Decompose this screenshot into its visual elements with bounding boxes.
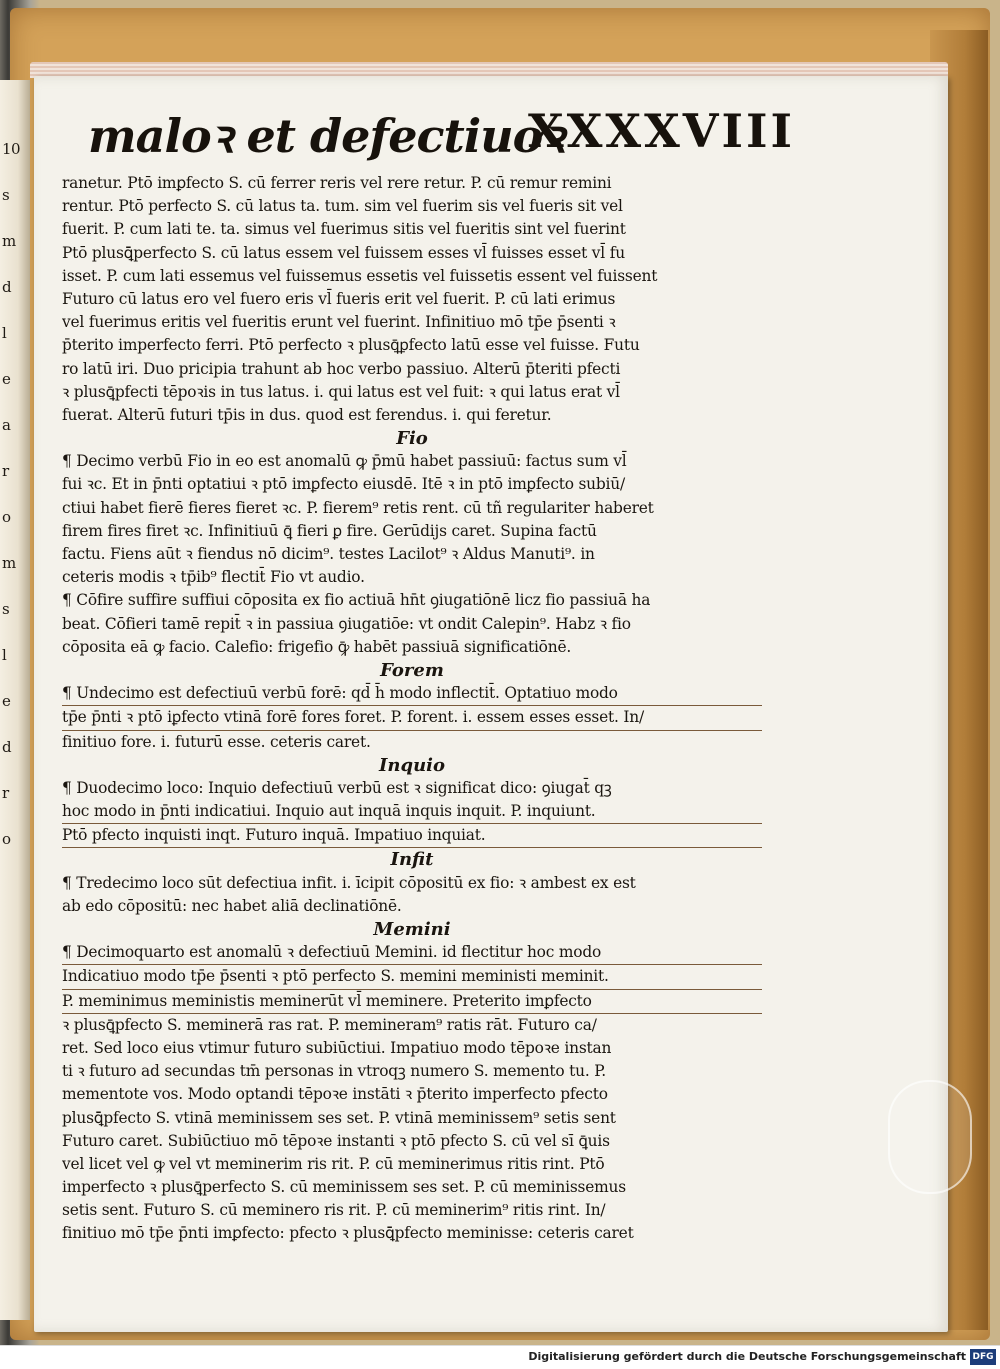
facing-page-fragment: m	[2, 554, 16, 572]
text-line: ¶ Decimo verbū Fio in eo est anomalū ꝙ p̄mū habet passiuū: factus sum vl̄	[62, 452, 627, 471]
text-line: fui ꝛc. Et in p̄nti optatiui ꝛ ptō imꝑfecto eiusdē. Itē ꝛ in ptō imꝑfecto subiū/	[62, 475, 625, 494]
footer-credit: Digitalisierung gefördert durch die Deutsche Forschungsgemeinschaft	[528, 1350, 966, 1363]
page-clip	[888, 1080, 972, 1194]
running-head	[88, 104, 796, 164]
text-line: ranetur. Ptō imꝑfecto S. cū ferrer reris vel rere retur. P. cū remur remini	[62, 174, 612, 192]
text-line: firem fires firet ꝛc. Infinitiuū ꝗ̄ fieri ꝑ fire. Gerūdijs caret. Supina factū	[62, 521, 597, 540]
text-block	[62, 172, 762, 1246]
text-line: Ptō pfecto inquisti inqt. Futuro inquā. Impatiuo inquiat.	[62, 824, 762, 848]
text-line: ¶ Decimoquarto est anomalū ꝛ defectiuū Memini. id flectitur hoc modo	[62, 941, 762, 965]
facing-page-fragment: r	[2, 462, 9, 480]
text-line: beat. Cōfieri tamē repit̄ ꝛ in passiua ꝯiugatiōe: vt ondit Calepin⁹. Habz ꝛ fio	[62, 614, 631, 633]
text-line: ro latū iri. Duo pricipia trahunt ab hoc verbo passiuo. Alterū p̄teriti pfecti	[62, 359, 621, 378]
text-line: vel licet vel ꝙ vel vt meminerim ris rit. P. cū meminerimus ritis rint. Ptō	[62, 1154, 605, 1173]
text-line: fuerit. P. cum lati te. ta. simus vel fuerimus sitis vel fueritis sint vel fuerint	[62, 220, 626, 239]
text-line: imperfecto ꝛ plusꝗ̄perfecto S. cū meminissem ses set. P. cū meminissemus	[62, 1178, 626, 1197]
footer-bar	[0, 1345, 1000, 1369]
text-line: isset. P. cum lati essemus vel fuissemus essetis vel fuissetis essent vel fuissent	[62, 266, 658, 285]
facing-page-fragment: r	[2, 784, 9, 802]
text-line: ¶ Undecimo est defectiuū verbū forē: qd̄ h̄ modo inflectit̄. Optatiuo modo	[62, 682, 762, 706]
text-line: factu. Fiens aūt ꝛ fiendus nō dicim⁹. testes Lacilot⁹ ꝛ Aldus Manuti⁹. in	[62, 545, 595, 563]
facing-page-fragment: s	[2, 600, 10, 618]
facing-page-fragment: l	[2, 646, 7, 664]
section-heading: Infit	[390, 849, 434, 871]
text-line: ab edo cōpositū: nec habet aliā declinatiōnē.	[62, 896, 402, 915]
folio-number: XXXXVIII	[528, 104, 796, 158]
text-line: hoc modo in p̄nti indicatiui. Inquio aut inquā inquis inquit. P. inquiunt.	[62, 800, 762, 824]
text-line: Futuro cū latus ero vel fuero eris vl̄ fueris erit vel fuerit. P. cū lati erimus	[62, 289, 616, 308]
facing-page-fragment: s	[2, 186, 10, 204]
facing-page-fragment: d	[2, 278, 12, 296]
text-line: ꝛ plusꝗ̄pfecto S. meminerā ras rat. P. memineram⁹ ratis rāt. Futuro ca/	[62, 1015, 597, 1034]
text-line: vel fuerimus eritis vel fueritis erunt vel fuerint. Infinitiuo mō tp̄e p̄senti ꝛ	[62, 313, 616, 332]
text-line: p̄terito imperfecto ferri. Ptō perfecto ꝛ plusꝗ̄ꝑfecto latū esse vel fuisse. Futu	[62, 336, 640, 355]
text-line: tp̄e p̄nti ꝛ ptō iꝑfecto vtinā forē fores foret. P. forent. i. essem esses esset. In/	[62, 706, 762, 730]
text-line: ti ꝛ futuro ad secundas tm̄ personas in vtroqꝫ numero S. memento tu. P.	[62, 1062, 606, 1081]
text-line: ceteris modis ꝛ tp̄ib⁹ flectit̄ Fio vt audio.	[62, 568, 365, 587]
text-line: P. meminimus meministis meminerūt vl̄ meminere. Preterito imꝑfecto	[62, 990, 762, 1014]
facing-page-fragment: e	[2, 692, 11, 710]
text-line: Ptō plusꝗ̄perfecto S. cū latus essem vel fuissem esses vl̄ fuisses esset vl̄ fu	[62, 243, 625, 262]
section-heading: Inquio	[378, 754, 446, 776]
text-line: ret. Sed loco eius vtimur futuro subiūctiui. Impatiuo modo tēpoꝛe instan	[62, 1038, 612, 1057]
facing-page-fragment: 10	[2, 140, 21, 158]
text-line: finitiuo fore. i. futurū esse. ceteris caret.	[62, 732, 371, 751]
text-line: ꝛ plusꝗ̄pfecti tēpoꝛis in tus latus. i. qui latus est vel fuit: ꝛ qui latus erat vl̄	[62, 382, 620, 401]
text-line: ¶ Cōfire suffire suffiui cōposita ex fio actiuā hn̄t ꝯiugatiōnē licz fio passiuā ha	[62, 591, 651, 610]
text-line: plusꝗ̄pfecto S. vtinā meminissem ses set. P. vtinā meminissem⁹ setis sent	[62, 1108, 616, 1127]
section-heading: Memini	[373, 919, 451, 940]
facing-page-fragment: e	[2, 370, 11, 388]
text-line: mementote vos. Modo optandi tēpoꝛe instāti ꝛ p̄terito imperfecto pfecto	[62, 1085, 608, 1104]
facing-page-fragment: l	[2, 324, 7, 342]
section-infit	[62, 848, 762, 918]
section-fio	[62, 427, 762, 659]
section-heading: Fio	[396, 428, 428, 450]
text-line: Indicatiuo modo tp̄e p̄senti ꝛ ptō perfecto S. memini meministi meminit.	[62, 965, 762, 989]
facing-page-fragment: d	[2, 738, 12, 756]
section-memini	[62, 918, 762, 1246]
text-line: fuerat. Alterū futuri tp̄is in dus. quod est ferendus. i. qui feretur.	[62, 405, 552, 424]
text-line: ctiui habet fierē fieres fieret ꝛc. P. fierem⁹ retis rent. cū tñ regulariter haberet	[62, 498, 654, 517]
text-line: rentur. Ptō perfecto S. cū latus ta. tum. sim vel fuerim sis vel fueris sit vel	[62, 197, 623, 216]
facing-page-fragment: a	[2, 416, 11, 434]
facing-page-edge	[0, 80, 30, 1320]
text-line: ¶ Tredecimo loco sūt defectiua infit. i. īcipit cōpositū ex fio: ꝛ ambest ex est	[62, 873, 636, 892]
text-line: ¶ Duodecimo loco: Inquio defectiuū verbū est ꝛ significat dico: ꝯiugat̄ qꝫ	[62, 778, 612, 797]
section-forem	[62, 659, 762, 754]
facing-page-fragment: o	[2, 830, 11, 848]
text-line: Futuro caret. Subiūctiuo mō tēpoꝛe instanti ꝛ ptō pfecto S. cū vel sī ꝗ̄uis	[62, 1131, 610, 1150]
text-line: setis sent. Futuro S. cū meminero ris rit. P. cū meminerim⁹ ritis rint. In/	[62, 1201, 606, 1220]
section-inquio	[62, 754, 762, 849]
running-head-title: maloꝛ et defectiuoꝛ	[88, 109, 564, 163]
facing-page-fragment: o	[2, 508, 11, 526]
text-line: cōposita eā ꝙ facio. Calefio: frigefio ꝙ̄ habēt passiuā significatiōnē.	[62, 637, 572, 656]
dfg-logo: DFG	[970, 1349, 996, 1365]
text-line: finitiuo mō tp̄e p̄nti imꝑfecto: pfecto ꝛ plusꝗ̄pfecto meminisse: ceteris caret	[62, 1224, 634, 1243]
facing-page-fragment: m	[2, 232, 16, 250]
section-heading: Forem	[380, 659, 444, 681]
